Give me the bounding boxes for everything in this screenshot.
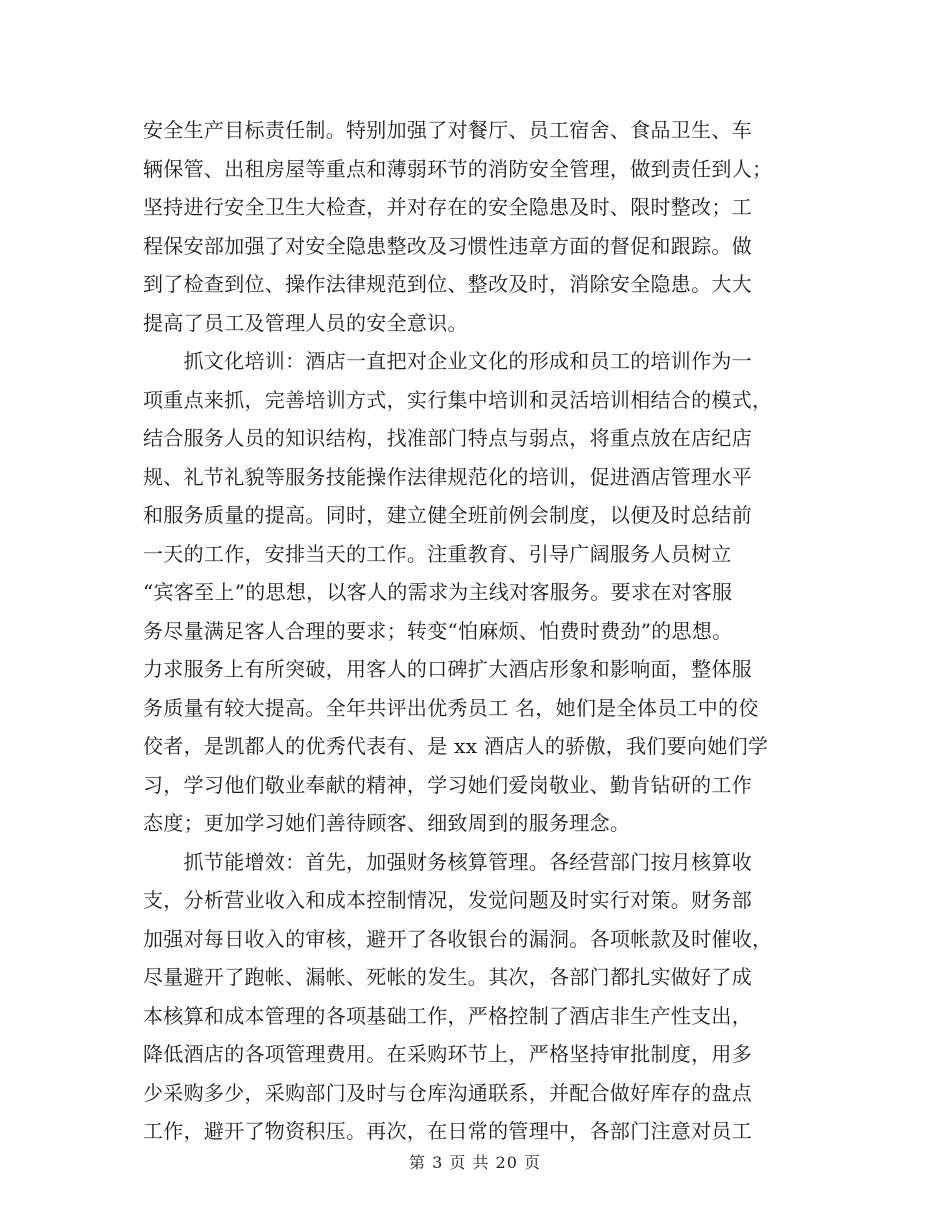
text-line: 安全生产目标责任制。特别加强了对餐厅、员工宿舍、食品卫生、车	[143, 118, 752, 142]
page-number: 第 3 页 共 20 页	[409, 1153, 541, 1172]
text-line: 佼者，是凯都人的优秀代表有、是 xx 酒店人的骄傲，我们要向她们学	[143, 734, 769, 758]
text-line: 态度；更加学习她们善待顾客、细致周到的服务理念。	[143, 811, 631, 835]
text-line: “宾客至上”的思想，以客人的需求为主线对客服务。要求在对客服	[143, 580, 733, 604]
text-line: 项重点来抓，完善培训方式，实行集中培训和灵活培训相结合的模式，	[143, 387, 773, 412]
text-line: 提高了员工及管理人员的安全意识。	[143, 310, 468, 335]
text-line: 本核算和成本管理的各项基础工作，严格控制了酒店非生产性支出，	[143, 1003, 752, 1028]
text-line: 和服务质量的提高。同时，建立健全班前例会制度，以便及时总结前	[143, 503, 752, 527]
text-line: 支，分析营业收入和成本控制情况，发觉问题及时实行对策。财务部	[143, 888, 752, 912]
text-line: 尽量避开了跑帐、漏帐、死帐的发生。其次，各部门都扎实做好了成	[143, 965, 752, 989]
text-line: 到了检查到位、操作法律规范到位、整改及时，消除安全隐患。大大	[143, 272, 752, 296]
text-line: 程保安部加强了对安全隐患整改及习惯性违章方面的督促和跟踪。做	[143, 233, 752, 258]
text-line: 少采购多少，采购部门及时与仓库沟通联系，并配合做好库存的盘点	[143, 1080, 752, 1105]
text-line: 工作，避开了物资积压。再次，在日常的管理中，各部门注意对员工	[143, 1119, 752, 1143]
text-line: 降低酒店的各项管理费用。在采购环节上，严格坚持审批制度，用多	[143, 1042, 752, 1066]
text-line: 加强对每日收入的审核，避开了各收银台的漏洞。各项帐款及时催收，	[143, 926, 773, 951]
text-line: 一天的工作，安排当天的工作。注重教育、引导广阔服务人员树立	[143, 541, 732, 566]
text-line: 结合服务人员的知识结构，找准部门特点与弱点，将重点放在店纪店	[143, 426, 752, 450]
text-line: 力求服务上有所突破，用客人的口碑扩大酒店形象和影响面，整体服	[143, 657, 752, 681]
text-line: 抓节能增效：首先，加强财务核算管理。各经营部门按月核算收	[143, 849, 752, 874]
body-text	[143, 111, 811, 1151]
text-line: 规、礼节礼貌等服务技能操作法律规范化的培训，促进酒店管理水平	[143, 464, 752, 489]
text-line: 辆保管、出租房屋等重点和薄弱环节的消防安全管理，做到责任到人；	[143, 156, 773, 181]
text-line: 务尽量满足客人合理的要求；转变“怕麻烦、怕费时费劲”的思想。	[143, 618, 733, 643]
text-line: 务质量有较大提高。全年共评出优秀员工 名，她们是全体员工中的佼	[143, 695, 759, 720]
text-line: 抓文化培训：酒店一直把对企业文化的形成和员工的培训作为一	[143, 349, 752, 373]
text-line: 坚持进行安全卫生大检查，并对存在的安全隐患及时、限时整改；工	[143, 195, 752, 219]
text-line: 习，学习他们敬业奉献的精神，学习她们爱岗敬业、勤肯钻研的工作	[143, 772, 752, 797]
